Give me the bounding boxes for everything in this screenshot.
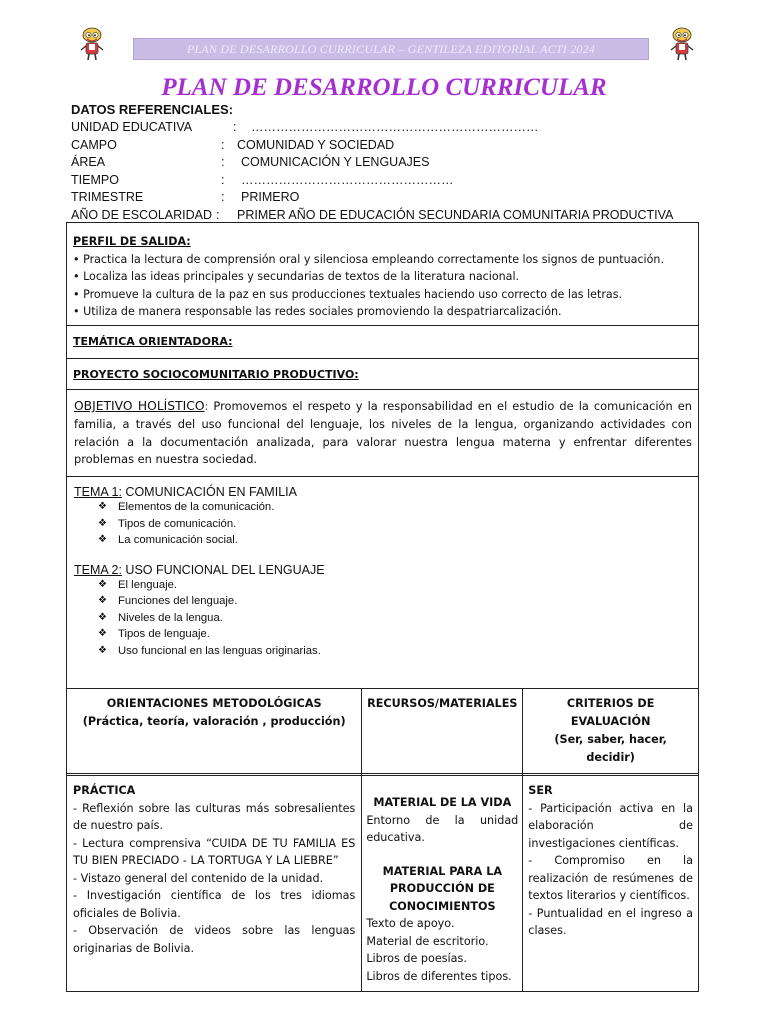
objetivo-text: Promovemos el respeto y la responsabilidad en el estudio de la comunicación en familia, a través del uso funcional del lenguaje, los niveles de la lengua, organizando actividades con relación a la documentación analizada, para valorar nuestra lengua materna y enfrentar diferentes problemas en nuestra sociedad.	[74, 399, 693, 467]
datos-value: PRIMER AÑO DE EDUCACIÓN SECUNDARIA COMUNITARIA PRODUCTIVA	[237, 207, 674, 222]
list-item	[98, 643, 692, 660]
cell-title: MATERIAL DE LA VIDA	[373, 796, 512, 809]
datos-colon: :	[221, 155, 225, 169]
diamond-bullet-icon: ❖	[98, 628, 107, 639]
cell-item: - Vistazo general del contenido de la unidad.	[73, 871, 324, 885]
datos-value: PRIMERO	[241, 190, 300, 204]
diamond-bullet-icon: ❖	[98, 611, 107, 623]
objetivo-colon: :	[204, 399, 209, 413]
tema-list	[98, 577, 692, 660]
diamond-bullet-icon: ❖	[98, 578, 107, 590]
datos-value: ……………………………………………	[241, 172, 454, 187]
diamond-bullet-icon: ❖	[98, 517, 107, 529]
objetivo-label: OBJETIVO HOLÍSTICO	[74, 399, 205, 413]
cell-orientaciones	[67, 776, 362, 992]
cell-criterios	[523, 776, 699, 992]
list-item	[98, 626, 692, 643]
tema-label: TEMA 1:	[74, 485, 122, 499]
cartoon-mascot-icon	[78, 26, 106, 62]
header-line: (Práctica, teoría, valoración , producción)	[82, 715, 346, 728]
planning-table	[66, 688, 699, 992]
datos-colon: :	[221, 137, 225, 152]
tematica-title: TEMÁTICA ORIENTADORA:	[73, 335, 233, 348]
list-item	[98, 516, 692, 533]
proyecto-section	[66, 358, 699, 390]
tematica-section	[66, 325, 699, 359]
tema-heading	[74, 563, 692, 577]
temas-section	[66, 476, 699, 689]
datos-row	[71, 137, 673, 155]
list-item	[98, 499, 692, 516]
cell-item: - Lectura comprensiva “CUIDA DE TU FAMILIA ES TU BIEN PRECIADO - LA TORTUGA Y LA LIEBRE”	[73, 836, 356, 867]
datos-value: COMUNICACIÓN Y LENGUAJES	[241, 155, 430, 169]
tema-heading	[74, 485, 692, 499]
cell-item: - Puntualidad en el ingreso a clases.	[528, 906, 693, 937]
cell-item: Material de escritorio.	[366, 934, 489, 948]
datos-colon: :	[221, 172, 225, 187]
diamond-bullet-icon: ❖	[98, 595, 107, 606]
cell-item: Texto de apoyo.	[366, 917, 455, 930]
list-item-text: Niveles de la lengua.	[118, 611, 223, 624]
table-header-row	[67, 689, 699, 774]
list-item-text: El lenguaje.	[118, 578, 178, 591]
perfil-title: PERFIL DE SALIDA:	[73, 235, 191, 248]
list-item-text: Uso funcional en las lenguas originarias.	[118, 644, 321, 657]
header-line: (Ser, saber, hacer, decidir)	[554, 733, 667, 764]
datos-row	[71, 154, 673, 172]
datos-label: CAMPO	[71, 137, 117, 152]
list-item-text: Tipos de comunicación.	[118, 517, 237, 530]
perfil-de-salida-section	[66, 222, 699, 326]
cell-title: SER	[528, 784, 553, 797]
header-orientaciones	[67, 689, 362, 774]
list-item-text: Funciones del lenguaje.	[118, 595, 238, 607]
list-item-text: Tipos de lenguaje.	[118, 628, 210, 640]
perfil-item: • Practica la lectura de comprensión oral y silenciosa empleando correctamente los signos de puntuación.	[73, 252, 664, 266]
header-line: RECURSOS/MATERIALES	[367, 697, 518, 710]
cell-item: - Participación activa en la elaboración de investigaciones científicas.	[528, 801, 693, 850]
datos-label: TRIMESTRE	[71, 190, 144, 204]
page-title: PLAN DE DESARROLLO CURRICULAR	[161, 74, 607, 101]
cell-title: MATERIAL PARA LA PRODUCCIÓN DE CONOCIMIENTOS	[382, 864, 503, 913]
list-item	[98, 593, 692, 610]
header-criterios	[523, 689, 699, 774]
datos-colon: :	[216, 207, 220, 222]
datos-label: UNIDAD EDUCATIVA	[71, 120, 193, 134]
diamond-bullet-icon: ❖	[98, 501, 107, 512]
list-item-text: Elementos de la comunicación.	[118, 501, 275, 513]
list-item	[98, 577, 692, 594]
tema-list	[98, 499, 692, 549]
proyecto-title: PROYECTO SOCIOCOMUNITARIO PRODUCTIVO:	[73, 368, 359, 381]
datos-row	[71, 189, 673, 207]
diamond-bullet-icon: ❖	[98, 644, 107, 656]
list-item	[98, 610, 692, 627]
perfil-item: • Promueve la cultura de la paz en sus producciones textuales haciendo uso correcto de las letras.	[73, 287, 623, 301]
datos-value: COMUNIDAD Y SOCIEDAD	[237, 137, 395, 152]
header-line: CRITERIOS DE EVALUACIÓN	[566, 697, 655, 728]
tema-title: COMUNICACIÓN EN FAMILIA	[121, 485, 297, 499]
datos-row	[71, 119, 673, 137]
datos-label: ÁREA	[71, 155, 106, 169]
cell-item: Libros de poesías.	[366, 952, 467, 965]
cell-item: - Compromiso en la realización de resúmenes de textos literarios y científicos.	[528, 854, 693, 902]
perfil-item: • Localiza las ideas principales y secundarias de textos de la literatura nacional.	[73, 270, 520, 283]
datos-label: TIEMPO	[71, 172, 119, 187]
cell-item: - Investigación científica de los tres idiomas oficiales de Bolivia.	[73, 889, 356, 920]
table-row	[67, 776, 699, 992]
cell-item: - Reflexión sobre las culturas más sobresalientes de nuestro país.	[73, 801, 356, 832]
cell-item: Entorno de la unidad educativa.	[366, 813, 519, 844]
cartoon-mascot-icon	[668, 26, 696, 62]
datos-referenciales	[71, 102, 673, 224]
tema-title: USO FUNCIONAL DEL LENGUAJE	[121, 562, 325, 577]
cell-title: PRÁCTICA	[73, 784, 136, 797]
list-item	[98, 532, 692, 549]
datos-colon: :	[221, 190, 225, 204]
header-banner: PLAN DE DESARROLLO CURRICULAR – GENTILEZA EDITORIAL ACTI 2024	[133, 38, 649, 60]
header-line: ORIENTACIONES METODOLÓGICAS	[106, 697, 322, 710]
diamond-bullet-icon: ❖	[98, 534, 107, 545]
cell-item: Libros de diferentes tipos.	[366, 969, 512, 983]
datos-row	[71, 172, 673, 190]
perfil-item: • Utiliza de manera responsable las redes sociales promoviendo la despatriarcalización.	[73, 305, 562, 318]
datos-colon: :	[233, 120, 237, 134]
datos-label: AÑO DE ESCOLARIDAD	[71, 207, 213, 222]
objetivo-section	[66, 389, 699, 477]
datos-heading: DATOS REFERENCIALES:	[71, 102, 234, 117]
tema-label: TEMA 2:	[74, 562, 122, 577]
list-item-text: La comunicación social.	[118, 534, 238, 546]
header-recursos	[362, 689, 523, 774]
datos-value: ……………………………………………………………	[251, 120, 539, 134]
cell-recursos	[362, 776, 523, 992]
cell-item: - Observación de videos sobre las lenguas originarias de Bolivia.	[73, 924, 356, 955]
